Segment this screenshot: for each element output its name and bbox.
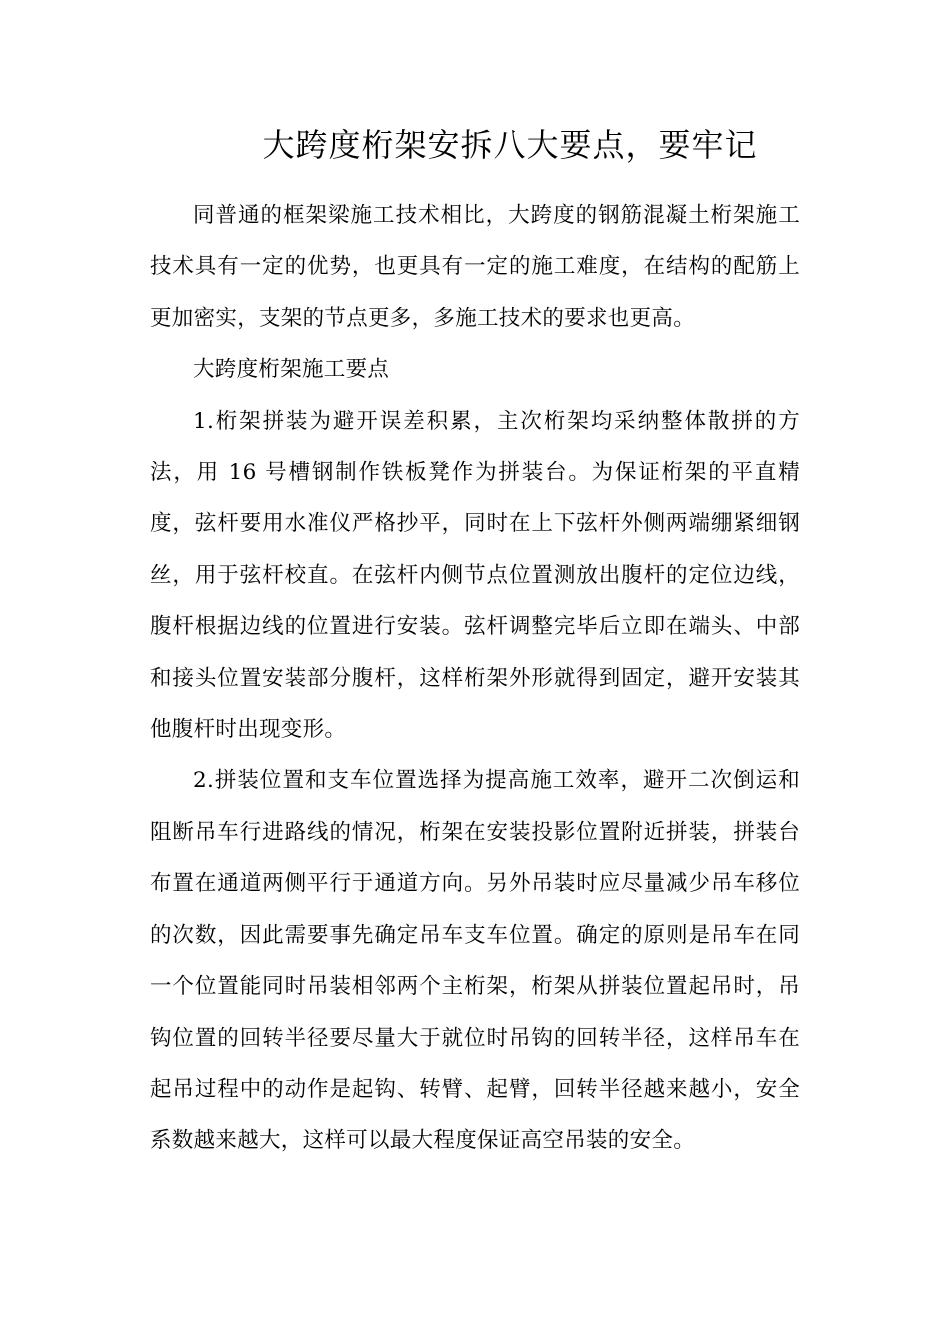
paragraph-heading: 大跨度桁架施工要点 bbox=[193, 357, 390, 383]
paragraph-point-1: 1.桁架拼装为避开误差积累，主次桁架均采纳整体散拼的方法，用 16 号槽钢制作铁板凳作为拼装台。为保证桁架的平直精度，弦杆要用水准仪严格抄平，同时在上下弦杆外侧两端绷紧细钢丝，用于弦杆校直。在弦杆内侧节点位置测放出腹杆的定位边线，腹杆根据边线的位置进行安装。弦杆调整完毕后立即在端头、中部和接头位置安装部分腹杆，这样桁架外形就得到固定，避开安装其他腹杆时出现变形。 bbox=[150, 408, 800, 743]
document-body bbox=[150, 190, 800, 1167]
document-title: 大跨度桁架安拆八大要点，要牢记 bbox=[262, 126, 758, 164]
paragraph-point-2: 2.拼装位置和支车位置选择为提高施工效率，避开二次倒运和阻断吊车行进路线的情况，桁架在安装投影位置附近拼装，拼装台布置在通道两侧平行于通道方向。另外吊装时应尽量减少吊车移位的次数，因此需要事先确定吊车支车位置。确定的原则是吊车在同一个位置能同时吊装相邻两个主桁架，桁架从拼装位置起吊时，吊钩位置的回转半径要尽量大于就位时吊钩的回转半径，这样吊车在起吊过程中的动作是起钩、转臂、起臂，回转半径越来越小，安全系数越来越大，这样可以最大程度保证高空吊装的安全。 bbox=[150, 768, 800, 1154]
paragraph-intro: 同普通的框架梁施工技术相比，大跨度的钢筋混凝土桁架施工技术具有一定的优势，也更具有一定的施工难度，在结构的配筋上更加密实，支架的节点更多，多施工技术的要求也更高。 bbox=[150, 203, 800, 331]
